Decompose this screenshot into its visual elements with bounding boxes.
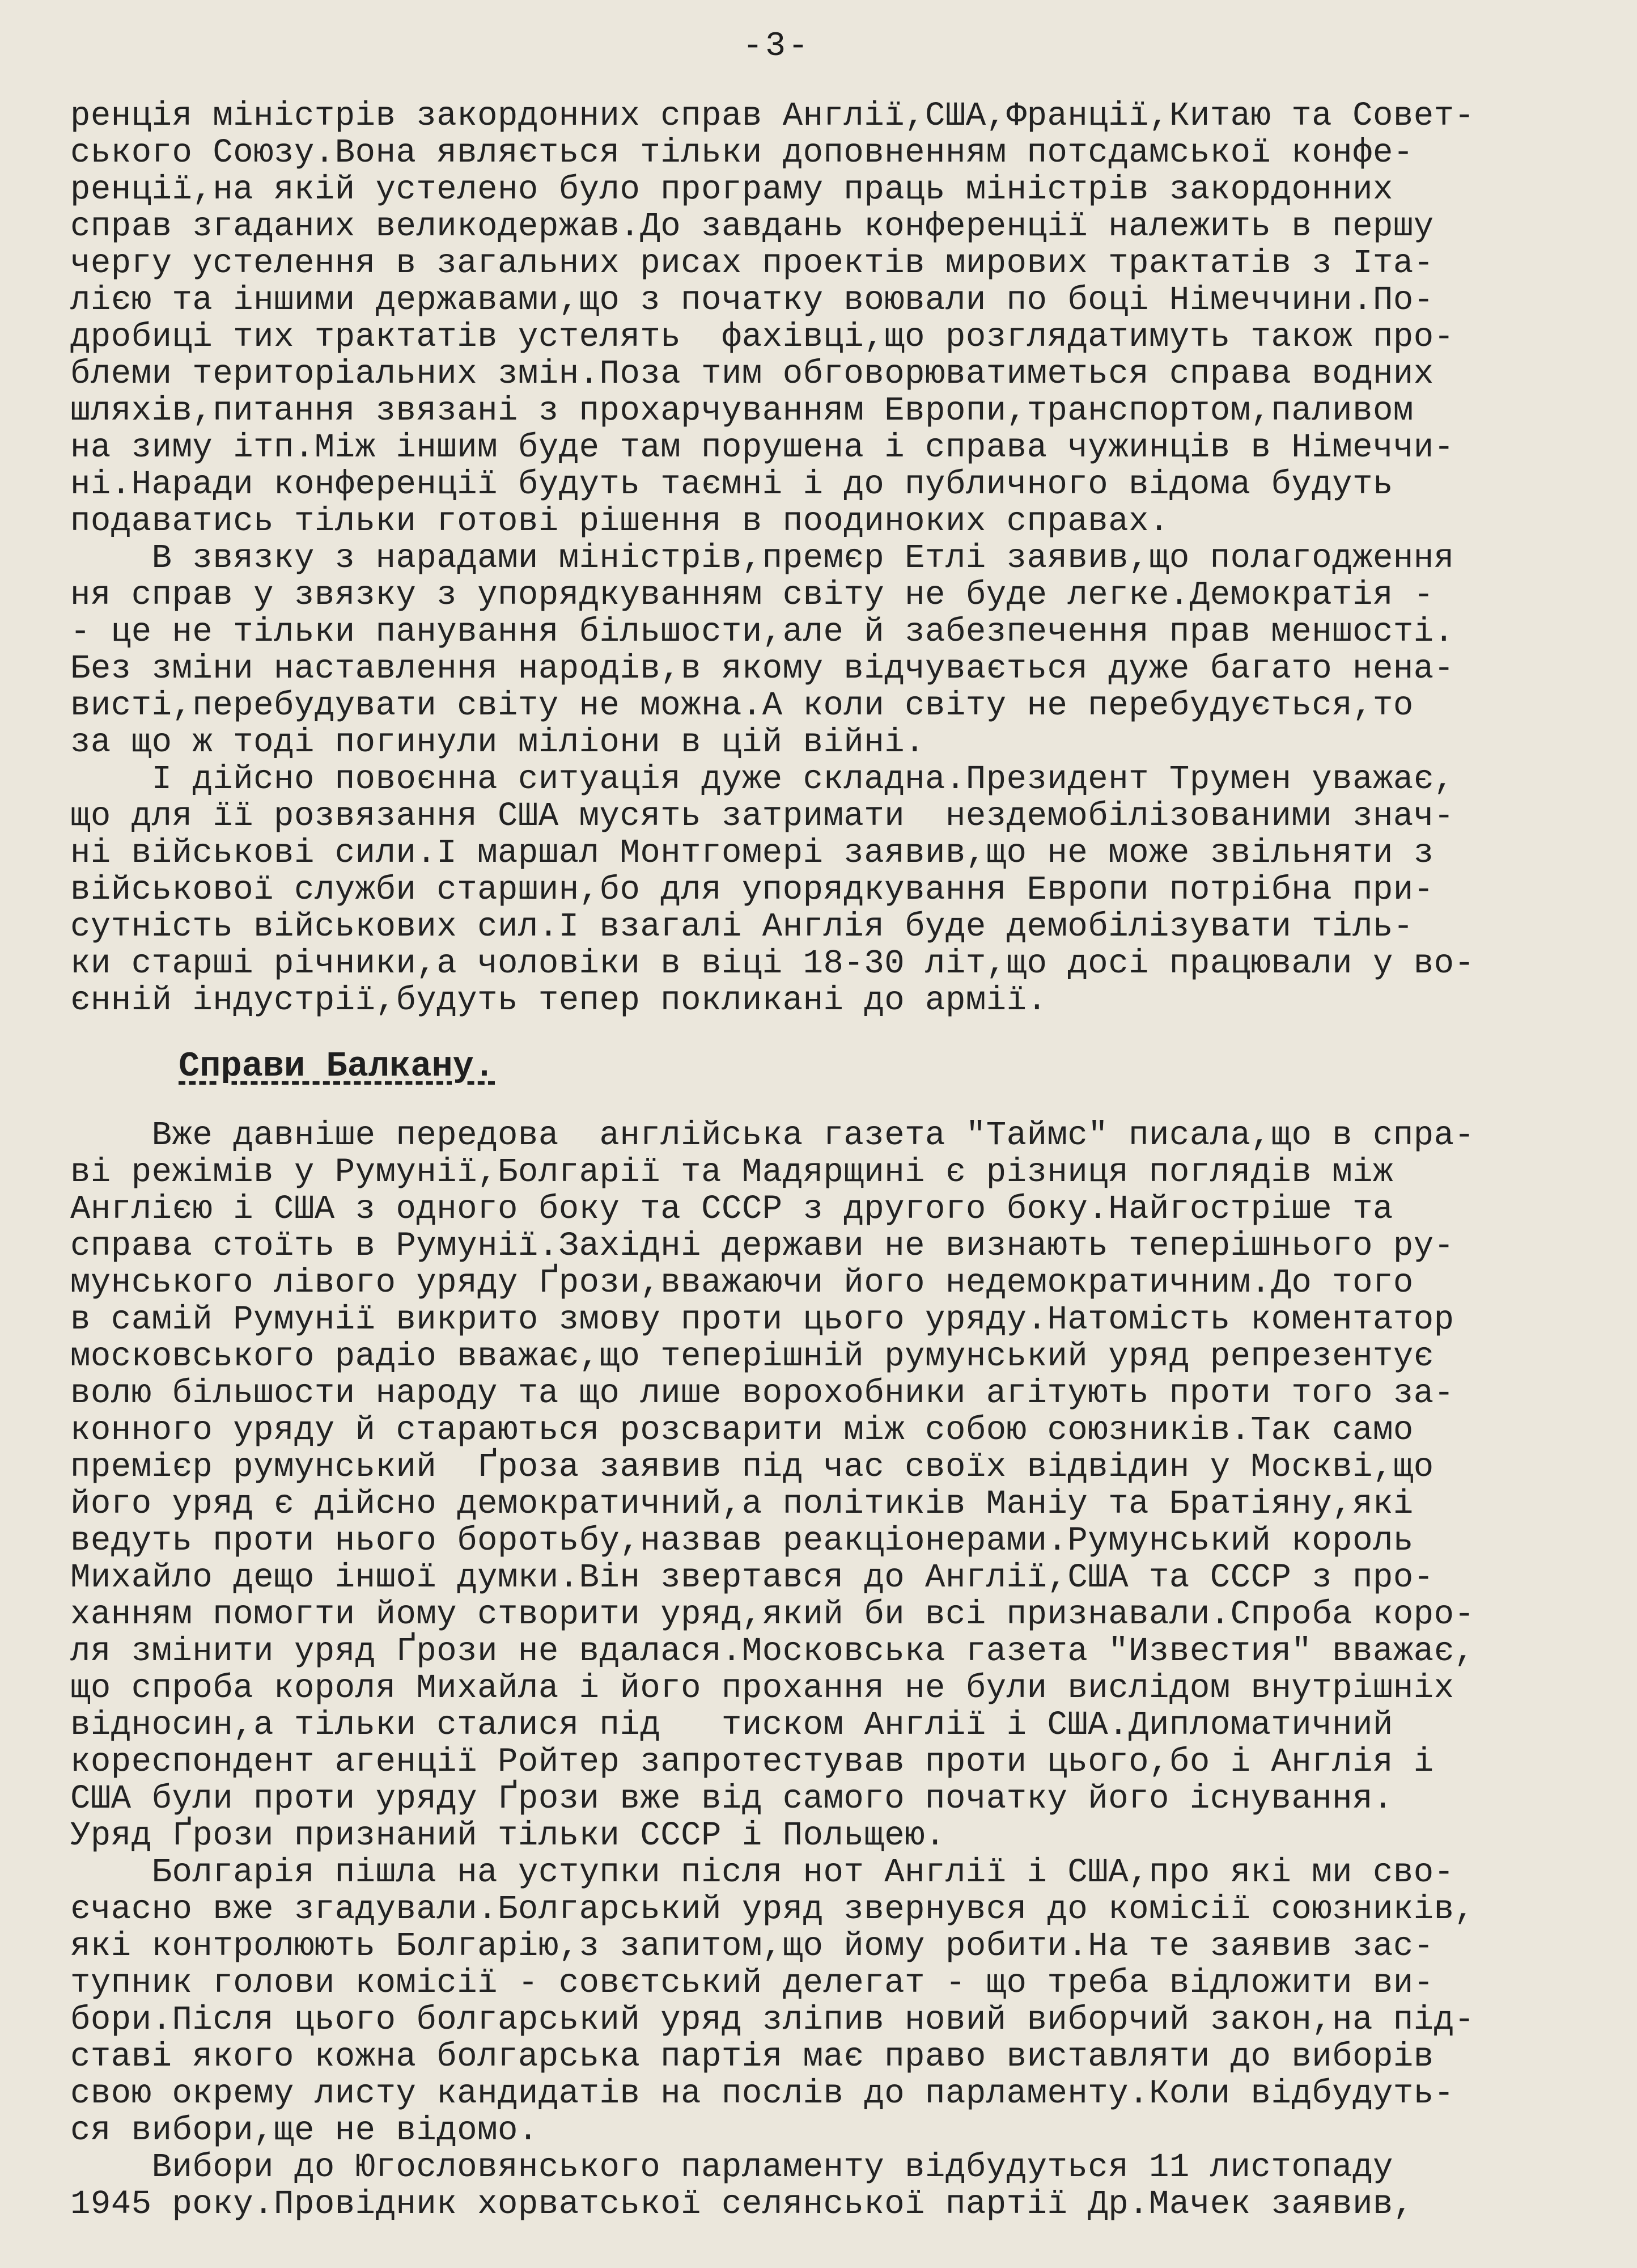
text-line: військової служби старшин,бо для упорядкування Европи потрібна при- bbox=[70, 871, 1434, 909]
text-block-bottom bbox=[70, 1117, 1578, 2223]
text-line: конного уряду й стараються розсварити між собою союзників.Так само bbox=[70, 1411, 1414, 1449]
text-line: свою окрему листу кандидатів на послів до парламенту.Коли відбудуть- bbox=[70, 2075, 1454, 2113]
text-line: відносин,а тільки сталися під тиском Англії і США.Дипломатичний bbox=[70, 1706, 1393, 1744]
text-line: Болгарія пішла на уступки після нот Англії і США,про які ми сво- bbox=[70, 1854, 1454, 1892]
text-line: ні.Наради конференції будуть таємні і до публичного відома будуть bbox=[70, 466, 1393, 503]
text-line: кореспондент агенції Ройтер запротестував проти цього,бо і Англія і bbox=[70, 1743, 1434, 1781]
text-line: блеми територіальних змін.Поза тим обговорюватиметься справа водних bbox=[70, 355, 1434, 393]
text-line: ставі якого кожна болгарська партія має право виставляти до виборів bbox=[70, 2038, 1434, 2076]
text-line: в самій Румунії викрито змову проти цього уряду.Натомість коментатор bbox=[70, 1301, 1454, 1339]
text-line: бори.Після цього болгарський уряд зліпив новий виборчий закон,на під- bbox=[70, 2001, 1475, 2039]
text-line: справ згаданих великодержав.До завдань конференції належить в першу bbox=[70, 208, 1434, 246]
text-line: сутність військових сил.І взагалі Англія буде демобілізувати тіль- bbox=[70, 908, 1414, 946]
text-line: за що ж тоді погинули міліони в цій війні. bbox=[70, 723, 926, 761]
text-line: ського Союзу.Вона являється тільки доповненням потсдамської конфе- bbox=[70, 134, 1414, 172]
text-line: волю більшости народу та що лише ворохобники агітують проти того за- bbox=[70, 1374, 1454, 1412]
text-line: що спроба короля Михайла і його прохання не були вислідом внутрішніх bbox=[70, 1669, 1454, 1707]
text-line: ренція міністрів закордонних справ Англії,США,Франції,Китаю та Совет- bbox=[70, 97, 1475, 135]
text-line: ренції,на якій устелено було програму праць міністрів закордонних bbox=[70, 171, 1393, 209]
text-line: чергу устелення в загальних рисах проектів мирових трактатів з Іта- bbox=[70, 244, 1434, 282]
text-line: Михайло дещо іншої думки.Він звертався до Англії,США та СССР з про- bbox=[70, 1559, 1434, 1597]
text-block-top bbox=[70, 98, 1578, 1019]
text-line: Уряд Ґрози признаний тільки СССР і Польщею. bbox=[70, 1817, 945, 1855]
text-line: ведуть проти нього боротьбу,назвав реакціонерами.Румунський король bbox=[70, 1522, 1414, 1560]
text-line: єнній індустрії,будуть тепер покликані до армії. bbox=[70, 981, 1047, 1019]
text-line: що для її розвязання США мусять затримати нездемобілізованими знач- bbox=[70, 797, 1454, 835]
text-line: дробиці тих трактатів устелять фахівці,що розглядатимуть також про- bbox=[70, 318, 1454, 356]
text-line: США були проти уряду Ґрози вже від самого початку його існування. bbox=[70, 1780, 1393, 1818]
text-line: єчасно вже згадували.Болгарський уряд звернувся до комісії союзників, bbox=[70, 1890, 1475, 1928]
text-line: на зиму ітп.Між іншим буде там порушена і справа чужинців в Німеччи- bbox=[70, 429, 1454, 467]
text-line: премієр румунський Ґроза заявив під час своїх відвідин у Москві,що bbox=[70, 1448, 1434, 1486]
text-line: І дійсно повоєнна ситуація дуже складна.Президент Трумен уважає, bbox=[70, 760, 1454, 798]
page-number: -3- bbox=[743, 27, 811, 66]
text-line: ханням помогти йому створити уряд,який би всі признавали.Спроба коро- bbox=[70, 1596, 1475, 1634]
text-line: висті,перебудувати світу не можна.А коли світу не перебудується,то bbox=[70, 687, 1414, 725]
text-line: ня справ у звязку з упорядкуванням світу не буде легке.Демократія - bbox=[70, 576, 1434, 614]
text-line: ля змінити уряд Ґрози не вдалася.Московська газета "Известия" вважає, bbox=[70, 1632, 1475, 1670]
text-line: Вже давніше передова англійська газета "Таймс" писала,що в спра- bbox=[70, 1116, 1475, 1154]
text-line: його уряд є дійсно демократичний,а політиків Маніу та Братіяну,які bbox=[70, 1485, 1414, 1523]
text-line: подаватись тільки готові рішення в поодиноких справах. bbox=[70, 502, 1169, 540]
text-line: ні військові сили.І маршал Монтгомері заявив,що не може звільняти з bbox=[70, 834, 1434, 872]
text-line: які контролюють Болгарію,з запитом,що йому робити.На те заявив зас- bbox=[70, 1927, 1434, 1965]
text-line: тупник голови комісії - совєтський делегат - що треба відложити ви- bbox=[70, 1964, 1434, 2002]
text-line: Англією і США з одного боку та СССР з другого боку.Найгостріше та bbox=[70, 1190, 1393, 1228]
text-line: Вибори до Югословянського парламенту відбудуться 11 листопаду bbox=[70, 2148, 1393, 2186]
text-line: лією та іншими державами,що з початку воювали по боці Німеччини.По- bbox=[70, 281, 1434, 319]
text-line: В звязку з нарадами міністрів,премєр Етлі заявив,що полагодження bbox=[70, 539, 1454, 577]
text-line: московського радіо вважає,що теперішній румунський уряд репрезентує bbox=[70, 1338, 1434, 1376]
text-line: шляхів,питання звязані з прохарчуванням Европи,транспортом,паливом bbox=[70, 392, 1414, 430]
text-line: мунського лівого уряду Ґрози,вважаючи його недемократичним.До того bbox=[70, 1264, 1414, 1302]
text-line: ки старші річники,а чоловіки в віці 18-30 літ,що досі працювали у во- bbox=[70, 945, 1475, 983]
text-line: справа стоїть в Румунії.Західні держави не визнають теперішнього ру- bbox=[70, 1227, 1454, 1265]
text-line: 1945 року.Провідник хорватської селянської партії Др.Мачек заявив, bbox=[70, 2185, 1414, 2223]
text-line: ся вибори,ще не відомо. bbox=[70, 2112, 538, 2149]
section-heading: Справи Балкану. bbox=[179, 1046, 495, 1086]
text-line: ві режімів у Румунії,Болгарії та Мадярщині є різниця поглядів між bbox=[70, 1153, 1393, 1191]
text-line: Без зміни наставлення народів,в якому відчувається дуже багато нена- bbox=[70, 650, 1454, 688]
text-line: - це не тільки панування більшости,але й забезпечення прав меншості. bbox=[70, 613, 1454, 651]
